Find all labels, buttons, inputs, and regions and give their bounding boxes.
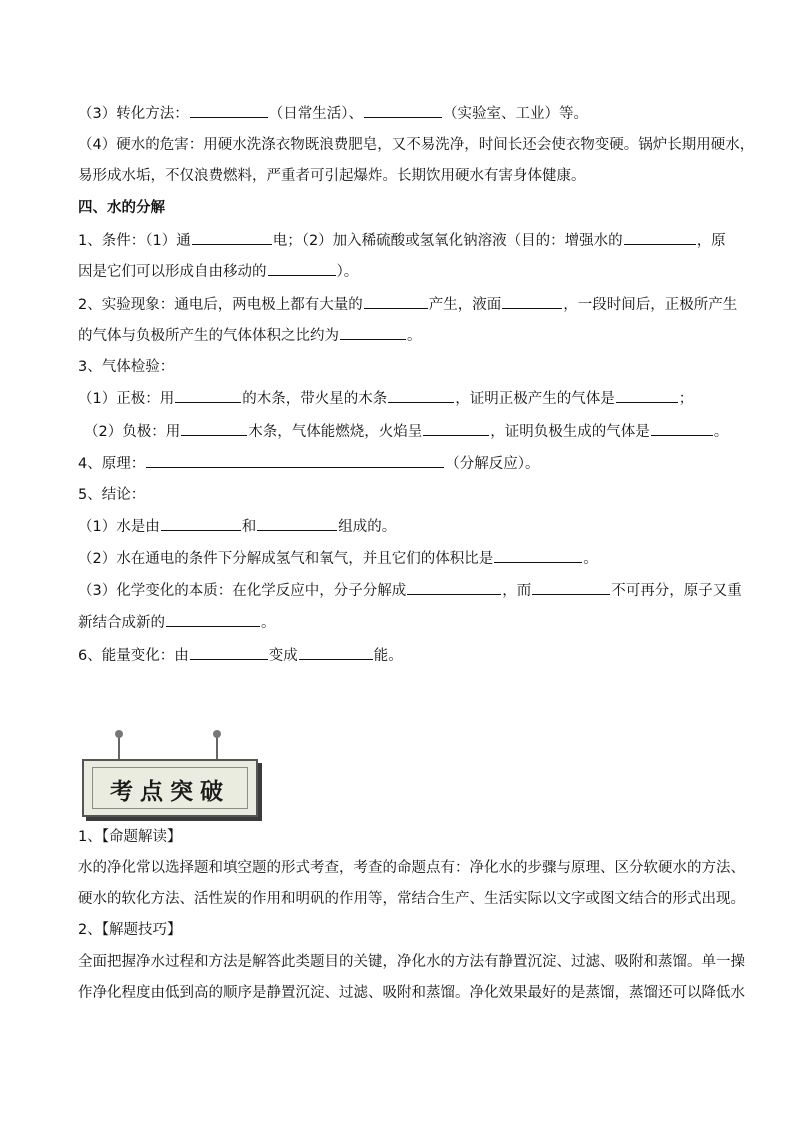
text: 的木条，带火星的木条 — [242, 391, 388, 407]
blank[interactable] — [407, 580, 501, 595]
point2-title: 2、【解题技巧】 — [78, 922, 182, 938]
blank[interactable] — [299, 645, 373, 660]
badge-title: 考点突破 — [110, 779, 230, 805]
blank[interactable] — [388, 388, 454, 403]
text: ，证明正极产生的气体是 — [455, 391, 615, 407]
point1-line-1: 水的净化常以选择题和填空题的形式考查，考查的命题点有：净化水的步骤与原理、区分软硬水的方法、 — [78, 860, 745, 876]
text: （1）水是由 — [78, 519, 160, 535]
text: 。 — [583, 551, 598, 567]
gas-test-title: 3、气体检验： — [78, 359, 175, 375]
blank[interactable] — [175, 388, 241, 403]
blank[interactable] — [268, 261, 336, 276]
text: （2）负极：用 — [84, 424, 181, 440]
section-badge — [80, 733, 260, 819]
section-title: 四、水的分解 — [78, 200, 165, 216]
text: （2）水在通电的条件下分解成氢气和氧气，并且它们的体积比是 — [78, 551, 494, 567]
blank[interactable] — [624, 230, 696, 245]
conclusion-title: 5、结论： — [78, 487, 146, 503]
text: （1）正极：用 — [78, 391, 175, 407]
text: 电；（2）加入稀硫酸或氢氧化钠溶液（目的：增强水的 — [272, 233, 623, 249]
blank[interactable] — [181, 421, 247, 436]
text: 产生，液面 — [428, 297, 502, 313]
pin-icon — [118, 733, 120, 761]
text: 。 — [713, 424, 729, 440]
blank[interactable] — [423, 421, 489, 436]
blank[interactable] — [651, 421, 713, 436]
text: 木条，气体能燃烧，火焰呈 — [248, 424, 423, 440]
blank[interactable] — [190, 645, 268, 660]
blank[interactable] — [257, 516, 337, 531]
blank[interactable] — [340, 325, 406, 340]
text: （分解反应）。 — [445, 456, 540, 472]
text: （3）化学变化的本质：在化学反应中，分子分解成 — [78, 583, 407, 599]
text: ，而 — [502, 583, 532, 599]
blank[interactable] — [502, 294, 562, 309]
blank[interactable] — [166, 612, 260, 627]
blank[interactable] — [364, 294, 428, 309]
blank[interactable] — [146, 453, 444, 468]
hard-water-harm-line-1: （4）硬水的危害：用硬水洗涤衣物既浪费肥皂，又不易洗净，时间长还会使衣物变硬。锅炉长期用硬水， — [78, 137, 755, 153]
blank[interactable] — [364, 103, 442, 118]
conclusion-line-4 — [78, 612, 276, 633]
text: ）。 — [336, 264, 359, 280]
point2-line-1: 全面把握净水过程和方法是解答此类题目的关键，净化水的方法有静置沉淀、过滤、吸附和蒸馏。单一操 — [78, 954, 745, 970]
point1-title: 1、【命题解读】 — [78, 829, 182, 845]
text: 6、能量变化：由 — [78, 648, 189, 664]
conclusion-line-1 — [78, 516, 396, 537]
condition-line-1 — [78, 230, 726, 251]
positive-electrode-line — [78, 388, 693, 409]
text: 变成 — [268, 648, 298, 664]
badge-board — [82, 759, 258, 817]
blank[interactable] — [190, 103, 268, 118]
text: 。 — [261, 615, 276, 631]
conclusion-line-2 — [78, 548, 598, 569]
text: ，一段时间后，正极所产生 — [563, 297, 738, 313]
conversion-method-line — [78, 103, 588, 124]
blank[interactable] — [161, 516, 241, 531]
text: 新结合成新的 — [78, 615, 165, 631]
blank[interactable] — [494, 548, 582, 563]
conclusion-line-3 — [78, 580, 742, 601]
text: ，证明负极生成的气体是 — [490, 424, 650, 440]
phenomenon-line-2 — [78, 325, 422, 346]
text: 4、原理： — [78, 456, 146, 472]
text: （实验室、工业）等。 — [442, 106, 588, 122]
text: 不可再分，原子又重 — [611, 583, 742, 599]
text: 2、实验现象：通电后，两电极上都有大量的 — [78, 297, 363, 313]
hard-water-harm-line-2: 易形成水垢，不仅浪费燃料，严重者可引起爆炸。长期饮用硬水有害身体健康。 — [78, 168, 586, 184]
phenomenon-line-1 — [78, 294, 737, 315]
text: 能。 — [373, 648, 403, 664]
text: ； — [678, 391, 694, 407]
point1-line-2: 硬水的软化方法、活性炭的作用和明矾的作用等，常结合生产、生活实际以文字或图文结合的形式出现。 — [78, 891, 745, 907]
text: 因是它们可以形成自由移动的 — [78, 264, 267, 280]
text: 的气体与负极所产生的气体体积之比约为 — [78, 328, 339, 344]
negative-electrode-line — [84, 421, 728, 442]
principle-line — [78, 453, 539, 474]
blank[interactable] — [616, 388, 678, 403]
blank[interactable] — [532, 580, 610, 595]
condition-line-2 — [78, 261, 358, 282]
text: 。 — [407, 328, 422, 344]
blank[interactable] — [192, 230, 272, 245]
point2-line-2: 作净化程度由低到高的顺序是静置沉淀、过滤、吸附和蒸馏。净化效果最好的是蒸馏，蒸馏还可以降低水 — [78, 985, 745, 1001]
pin-icon — [216, 733, 218, 761]
text: ，原 — [696, 233, 726, 249]
text: （3）转化方法： — [78, 106, 189, 122]
text: 1、条件：（1）通 — [78, 233, 191, 249]
energy-change-line — [78, 645, 403, 666]
text: 组成的。 — [338, 519, 397, 535]
text: 和 — [241, 519, 257, 535]
text: （日常生活）、 — [268, 106, 363, 122]
